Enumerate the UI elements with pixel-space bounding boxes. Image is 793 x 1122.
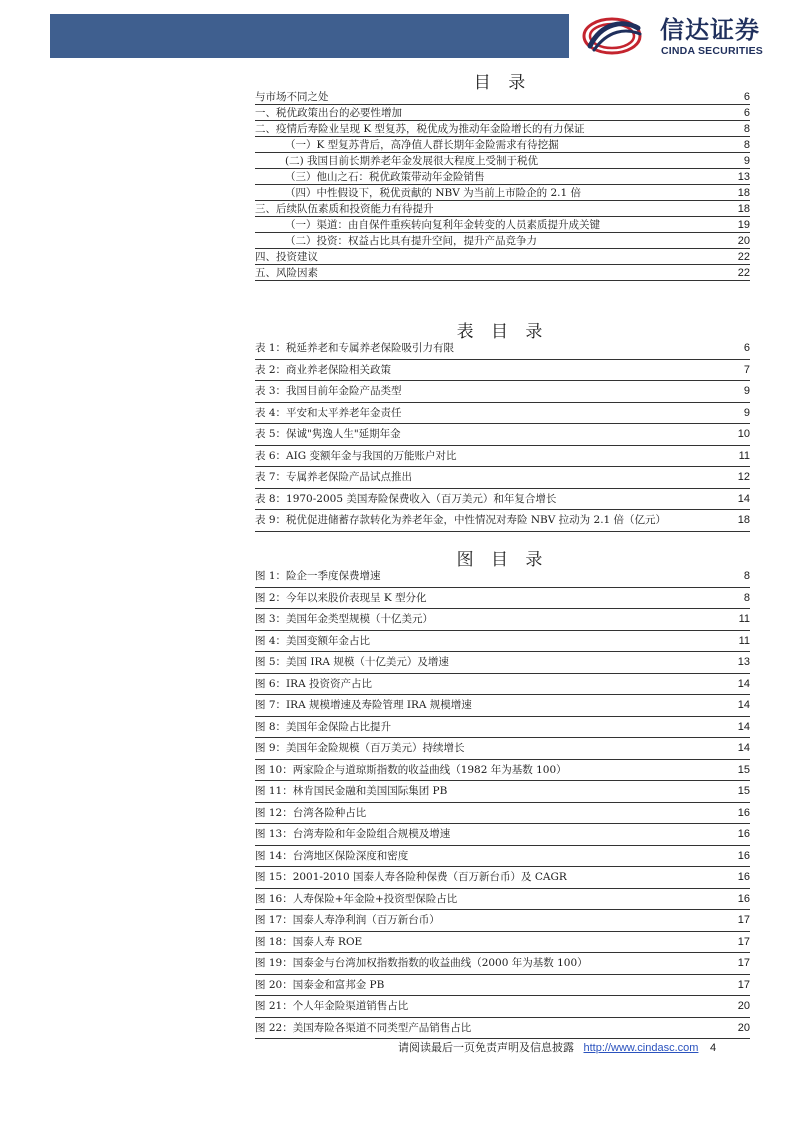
table-index-entry[interactable] — [255, 489, 750, 511]
figure-index-entry-label: 图 8：美国年金保险占比提升 — [255, 720, 392, 733]
table-index-entry-label: 表 2：商业养老保险相关政策 — [255, 363, 392, 376]
figure-index-entry-page: 14 — [737, 742, 750, 754]
figure-index-entry[interactable] — [255, 932, 750, 954]
figure-index-entry[interactable] — [255, 738, 750, 760]
table-index-entry-page: 6 — [743, 342, 750, 354]
toc-entry-label: （一）K 型复苏背后，高净值人群长期年金险需求有待挖掘 — [285, 139, 559, 151]
figure-index-entry-label: 图 11：林肯国民金融和美国国际集团 PB — [255, 785, 448, 797]
toc-entry[interactable] — [255, 233, 750, 249]
toc-entry[interactable] — [255, 105, 750, 121]
table-index-entry-page: 12 — [737, 471, 750, 483]
toc-entry-page: 18 — [737, 203, 750, 215]
figure-index-entry-page: 16 — [737, 871, 750, 883]
figure-index-entry-page: 8 — [743, 591, 750, 604]
figure-index-entry[interactable] — [255, 953, 750, 975]
figure-index-entry-page: 16 — [737, 849, 750, 862]
figure-index-entry[interactable] — [255, 867, 750, 889]
figure-index-entry-page: 17 — [737, 935, 750, 948]
figure-index-list — [255, 566, 750, 1039]
toc-entry[interactable] — [255, 121, 750, 137]
figure-index-entry-label: 图 10：两家险企与道琼斯指数的收益曲线（1982 年为基数 100） — [255, 763, 567, 776]
table-index-entry[interactable] — [255, 424, 750, 446]
table-index-entry-label: 表 4：平安和太平养老年金责任 — [255, 406, 402, 419]
toc-entry[interactable] — [255, 201, 750, 217]
figure-index-entry-page: 11 — [738, 613, 750, 625]
figure-index-entry[interactable] — [255, 760, 750, 782]
toc-entry[interactable] — [255, 89, 750, 105]
toc-entry-label: (二) 我国目前长期养老年金发展很大程度上受制于税优 — [285, 155, 539, 167]
figure-index-entry[interactable] — [255, 695, 750, 717]
toc-entry[interactable] — [255, 137, 750, 153]
figure-index-entry-label: 图 3：美国年金类型规模（十亿美元） — [255, 613, 434, 625]
figure-index-entry-page: 16 — [737, 828, 750, 840]
figure-index-entry-label: 图 4：美国变额年金占比 — [255, 634, 371, 647]
figure-index-entry-label: 图 12：台湾各险种占比 — [255, 806, 367, 819]
figure-index-entry-page: 8 — [743, 570, 750, 582]
figure-index-entry-label: 图 14：台湾地区保险深度和密度 — [255, 849, 409, 862]
figure-index-entry-label: 图 20：国泰金和富邦金 PB — [255, 978, 385, 991]
figure-index-entry-label: 图 22：美国寿险各渠道不同类型产品销售占比 — [255, 1021, 472, 1034]
figure-index-entry[interactable] — [255, 674, 750, 696]
figure-index-entry-page: 11 — [738, 634, 750, 647]
figure-index-entry[interactable] — [255, 631, 750, 653]
figure-index-entry-label: 图 1：险企一季度保费增速 — [255, 570, 381, 582]
figure-index-entry-page: 16 — [737, 892, 750, 905]
table-index-entry[interactable] — [255, 446, 750, 468]
table-index-entry-page: 10 — [737, 428, 750, 440]
table-index-entry[interactable] — [255, 510, 750, 532]
figure-index-entry-label: 图 21：个人年金险渠道销售占比 — [255, 1000, 409, 1012]
toc-entry-label: 与市场不同之处 — [255, 91, 329, 103]
figure-index-entry[interactable] — [255, 609, 750, 631]
figure-index-entry[interactable] — [255, 889, 750, 911]
table-index-entry[interactable] — [255, 403, 750, 425]
table-index-entry[interactable] — [255, 467, 750, 489]
figure-index-entry[interactable] — [255, 846, 750, 868]
figure-index-entry[interactable] — [255, 824, 750, 846]
table-index-entry-label: 表 9：税优促进储蓄存款转化为养老年金，中性情况对寿险 NBV 拉动为 2.1 倍（亿元） — [255, 514, 667, 526]
toc-list — [255, 89, 750, 281]
figure-index-entry[interactable] — [255, 1018, 750, 1040]
brand-logo — [582, 14, 772, 60]
table-index-entry-label: 表 7：专属养老保险产品试点推出 — [255, 471, 413, 483]
table-index-list — [255, 338, 750, 532]
toc-entry-page: 6 — [743, 91, 750, 103]
page-footer — [398, 1039, 716, 1055]
page-number: 4 — [709, 1042, 717, 1054]
table-index-entry-label: 表 5：保诚"隽逸人生"延期年金 — [255, 428, 401, 440]
figure-index-entry-label: 图 17：国泰人寿净利润（百万新台币） — [255, 914, 440, 926]
toc-entry-label: 二、疫情后寿险业呈现 K 型复苏，税优成为推动年金险增长的有力保证 — [255, 123, 585, 135]
figure-index-entry-page: 13 — [737, 656, 750, 668]
table-index-entry-page: 9 — [743, 385, 750, 397]
toc-entry[interactable] — [255, 169, 750, 185]
figure-index-entry-label: 图 6：IRA 投资资产占比 — [255, 677, 372, 690]
figure-index-entry[interactable] — [255, 803, 750, 825]
toc-entry-page: 8 — [743, 139, 750, 151]
figure-index-entry-label: 图 15：2001-2010 国泰人寿各险种保费（百万新台币）及 CAGR — [255, 871, 567, 883]
website-link[interactable]: http://www.cindasc.com — [583, 1042, 699, 1054]
figure-index-entry-label: 图 2：今年以来股价表现呈 K 型分化 — [255, 591, 427, 604]
toc-entry[interactable] — [255, 153, 750, 169]
toc-entry-page: 20 — [737, 235, 750, 247]
figure-index-entry-page: 17 — [737, 957, 750, 969]
figure-index-entry-page: 14 — [737, 677, 750, 690]
figure-index-entry-page: 15 — [737, 763, 750, 776]
toc-entry-label: （二）投资：权益占比具有提升空间，提升产品竞争力 — [285, 235, 537, 247]
figure-index-entry-label: 图 13：台湾寿险和年金险组合规模及增速 — [255, 828, 451, 840]
figure-index-entry-page: 17 — [737, 914, 750, 926]
header-bar — [50, 14, 569, 58]
brand-name-en: CINDA SECURITIES — [661, 45, 763, 57]
toc-entry[interactable] — [255, 249, 750, 265]
table-index-entry-page: 14 — [737, 492, 750, 505]
toc-entry[interactable] — [255, 217, 750, 233]
figure-index-entry-page: 20 — [737, 1021, 750, 1034]
figure-index-entry[interactable] — [255, 975, 750, 997]
table-index-entry[interactable] — [255, 360, 750, 382]
table-index-entry-label: 表 1：税延养老和专属养老保险吸引力有限 — [255, 342, 455, 354]
toc-entry-page: 22 — [737, 267, 750, 279]
brand-name-cn: 信达证券 — [660, 16, 760, 44]
figure-index-entry-label: 图 9：美国年金险规模（百万美元）持续增长 — [255, 742, 465, 754]
table-index-entry-label: 表 8：1970-2005 美国寿险保费收入（百万美元）和年复合增长 — [255, 492, 557, 505]
toc-entry-page: 19 — [737, 219, 750, 231]
toc-entry[interactable] — [255, 265, 750, 281]
figure-index-entry[interactable] — [255, 566, 750, 588]
figure-index-entry-label: 图 18：国泰人寿 ROE — [255, 935, 363, 948]
toc-entry-page: 18 — [737, 187, 750, 199]
figure-index-entry-label: 图 19：国泰金与台湾加权指数指数的收益曲线（2000 年为基数 100） — [255, 957, 588, 969]
figure-index-entry-page: 15 — [737, 785, 750, 797]
figure-index-entry-page: 20 — [737, 1000, 750, 1012]
figure-index-entry-label: 图 5：美国 IRA 规模（十亿美元）及增速 — [255, 656, 449, 668]
figure-index-entry[interactable] — [255, 717, 750, 739]
figure-index-entry-label: 图 16：人寿保险+年金险+投资型保险占比 — [255, 892, 458, 905]
toc-entry[interactable] — [255, 185, 750, 201]
toc-entry-label: 三、后续队伍素质和投资能力有待提升 — [255, 203, 434, 215]
toc-entry-page: 9 — [743, 155, 750, 167]
table-index-entry[interactable] — [255, 338, 750, 360]
disclaimer-notice: 请阅读最后一页免责声明及信息披露 — [398, 1041, 574, 1054]
figure-index-title: 图 目 录 — [456, 550, 549, 570]
figure-index-entry-page: 16 — [737, 806, 750, 819]
toc-entry-label: 一、税优政策出台的必要性增加 — [255, 107, 402, 119]
figure-index-entry[interactable] — [255, 781, 750, 803]
toc-entry-label: （一）渠道：由自保件重疾转向复利年金转变的人员素质提升成关键 — [285, 219, 600, 231]
table-index-entry-page: 11 — [738, 449, 750, 462]
toc-entry-page: 13 — [737, 171, 750, 183]
toc-entry-page: 22 — [737, 251, 750, 263]
figure-index-entry[interactable] — [255, 588, 750, 610]
table-index-entry-label: 表 6：AIG 变额年金与我国的万能账户对比 — [255, 449, 457, 462]
toc-entry-label: 四、投资建议 — [255, 251, 318, 263]
figure-index-entry-page: 14 — [737, 699, 750, 711]
toc-entry-label: （四）中性假设下，税优贡献的 NBV 为当前上市险企的 2.1 倍 — [285, 187, 582, 199]
figure-index-entry[interactable] — [255, 910, 750, 932]
table-index-entry-label: 表 3：我国目前年金险产品类型 — [255, 385, 402, 397]
table-index-entry-page: 9 — [743, 406, 750, 419]
figure-index-entry-label: 图 7：IRA 规模增速及寿险管理 IRA 规模增速 — [255, 699, 472, 711]
toc-entry-label: （三）他山之石：税优政策带动年金险销售 — [285, 171, 485, 183]
figure-index-entry-page: 17 — [737, 978, 750, 991]
toc-entry-page: 6 — [743, 107, 750, 119]
figure-index-entry[interactable] — [255, 652, 750, 674]
table-index-entry-page: 7 — [743, 363, 750, 376]
table-index-title: 表 目 录 — [456, 322, 549, 342]
toc-title: 目 录 — [473, 73, 532, 93]
figure-index-entry[interactable] — [255, 996, 750, 1018]
figure-index-entry-page: 14 — [737, 720, 750, 733]
cinda-logo-icon — [582, 16, 644, 56]
toc-entry-page: 8 — [743, 123, 750, 135]
toc-entry-label: 五、风险因素 — [255, 267, 318, 279]
table-index-entry-page: 18 — [737, 514, 750, 526]
table-index-entry[interactable] — [255, 381, 750, 403]
